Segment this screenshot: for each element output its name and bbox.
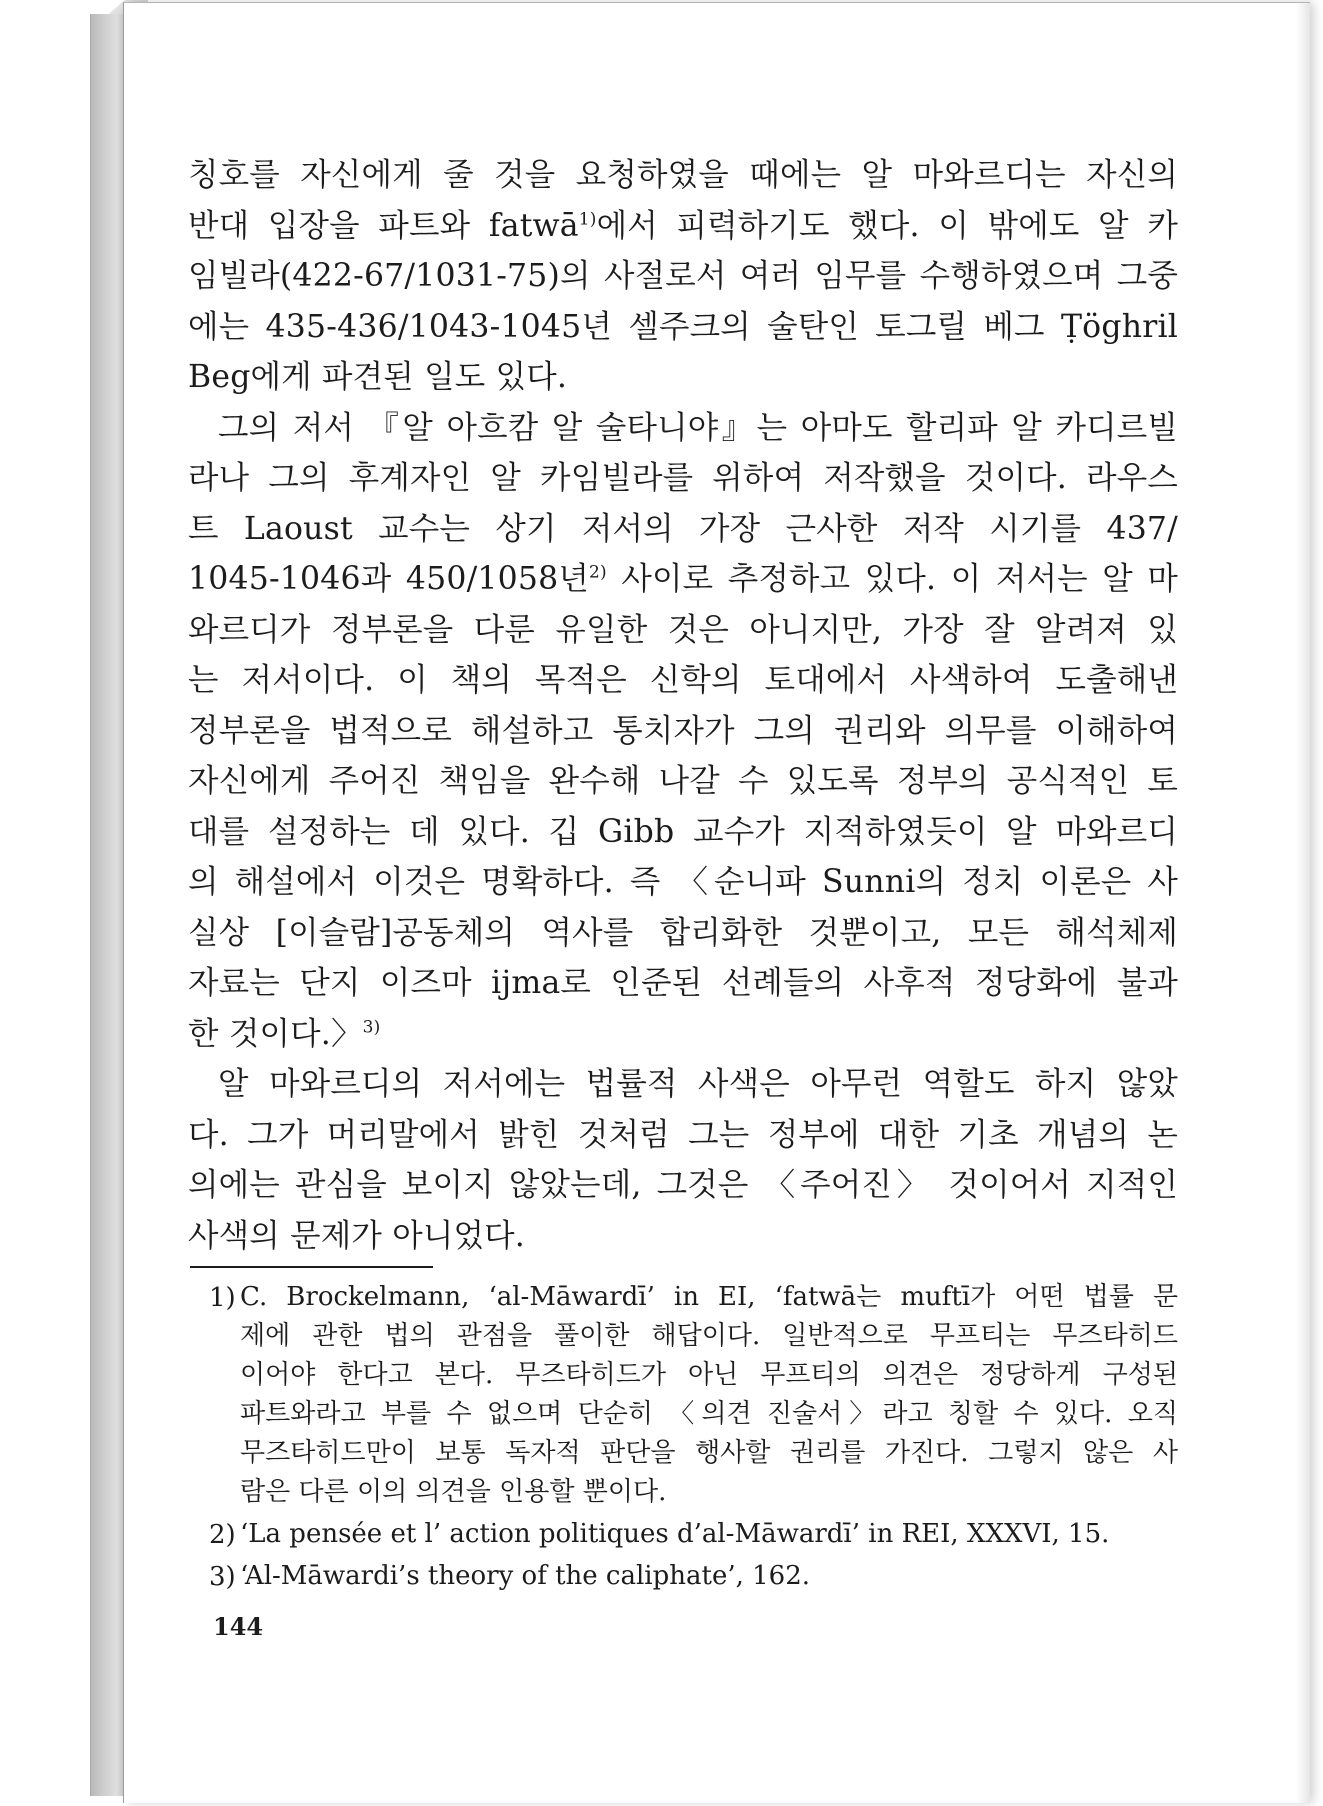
footnote-line: 제에 관한 법의 관점을 풀이한 해답이다. 일반적으로 무프티는 무즈타히드 (240, 1321, 1178, 1351)
footnote-line: 이어야 한다고 본다. 무즈타히드가 아닌 무프티의 의견은 정당하게 구성된 (240, 1360, 1178, 1390)
footnote-line: ‘La pensée et l’ action politiques d’al-Māwardī’ in REI, XXXVI, 15. (240, 1519, 1110, 1549)
text-segment: 한 것이다.〉 (188, 1015, 363, 1052)
footnote-number: 2) (209, 1520, 236, 1550)
text-line: 실상 [이슬람]공동체의 역사를 합리화한 것뿐이고, 모든 해석체제 (188, 914, 1178, 951)
text-line (188, 201, 1178, 252)
text-line: 의에는 관심을 보이지 않았는데, 그것은 〈주어진〉 것이어서 지적인 (188, 1167, 1178, 1203)
text-line: 사색의 문제가 아니었다. (188, 1217, 525, 1254)
text-line (188, 1009, 1178, 1060)
footnote-mark: 2) (589, 562, 607, 583)
footnote-number: 3) (209, 1562, 236, 1592)
footnote-line: 파트와라고 부를 수 없으며 단순히 〈의견 진술서〉라고 칭할 수 있다. 오직 (240, 1399, 1178, 1429)
text-line: 는 저서이다. 이 책의 목적은 신학의 토대에서 사색하여 도출해낸 (188, 662, 1178, 698)
text-line: 의 해설에서 이것은 명확하다. 즉 〈순니파 Sunni의 정치 이론은 사 (188, 864, 1178, 900)
footnote-1 (188, 1278, 1178, 1512)
text-line: 에는 435-436/1043-1045년 셀주크의 술탄인 토그릴 베그 Ṭöghril (188, 308, 1178, 345)
footnote-line: 무즈타히드만이 보통 독자적 판단을 행사할 권리를 가진다. 그렇지 않은 사 (240, 1438, 1178, 1468)
text-line: 자료는 단지 이즈마 ijma로 인준된 선례들의 사후적 정당화에 불과 (188, 965, 1178, 1001)
text-line (188, 554, 1178, 605)
footnote-line: C. Brockelmann, ‘al-Māwardī’ in EI, ‘fatwā는 muftī가 어떤 법률 문 (240, 1282, 1178, 1312)
footnote-3 (188, 1557, 1178, 1596)
footnote-line: 람은 다른 이의 의견을 인용할 뿐이다. (240, 1477, 667, 1507)
text-line: Beg에게 파견된 일도 있다. (188, 359, 568, 395)
text-line: 대를 설정하는 데 있다. 깁 Gibb 교수가 지적하였듯이 알 마와르디 (188, 813, 1178, 850)
footnote-number: 1) (209, 1283, 236, 1313)
footnote-mark: 1) (578, 209, 597, 229)
text-segment: 에서 피력하기도 했다. 이 밖에도 알 카 (596, 207, 1178, 244)
main-text (188, 150, 1178, 1261)
text-segment: 1045-1046과 450/1058년 (188, 561, 590, 597)
text-segment: 반대 입장을 파트와 fatwā (188, 207, 579, 244)
footnote-line: ‘Al-Māwardi’s theory of the caliphate’, 162. (240, 1561, 811, 1591)
text-line: 알 마와르디의 저서에는 법률적 사색은 아무런 역할도 하지 않았 (218, 1066, 1178, 1102)
footnote-2 (188, 1515, 1178, 1554)
text-line: 다. 그가 머리말에서 밝힌 것처럼 그는 정부에 대한 기초 개념의 논 (188, 1116, 1178, 1153)
text-line: 칭호를 자신에게 줄 것을 요청하였을 때에는 알 마와르디는 자신의 (188, 157, 1178, 193)
page-edge-shadow (1296, 3, 1310, 1803)
footnote-mark: 3) (362, 1017, 381, 1037)
text-line: 정부론을 법적으로 해설하고 통치자가 그의 권리와 의무를 이해하여 (188, 712, 1178, 749)
text-line: 자신에게 주어진 책임을 완수해 나갈 수 있도록 정부의 공식적인 토 (188, 763, 1178, 799)
book-spine (90, 14, 125, 1796)
text-line: 라나 그의 후계자인 알 카임빌라를 위하여 저작했을 것이다. 라우스 (188, 460, 1178, 496)
page-number: 144 (213, 1612, 264, 1641)
footnote-divider (190, 1266, 433, 1268)
text-segment: 사이로 추정하고 있다. 이 저서는 알 마 (621, 561, 1178, 597)
footnotes (188, 1278, 1178, 1596)
text-line: 트 Laoust 교수는 상기 저서의 가장 근사한 저작 시기를 437/ (188, 510, 1178, 547)
text-line: 와르디가 정부론을 다룬 유일한 것은 아니지만, 가장 잘 알려져 있 (188, 611, 1178, 648)
text-line: 임빌라(422-67/1031-75)의 사절로서 여러 임무를 수행하였으며 그중 (188, 258, 1178, 294)
text-line: 그의 저서 『알 아흐캄 알 술타니야』는 아마도 할리파 알 카디르빌 (218, 409, 1178, 446)
